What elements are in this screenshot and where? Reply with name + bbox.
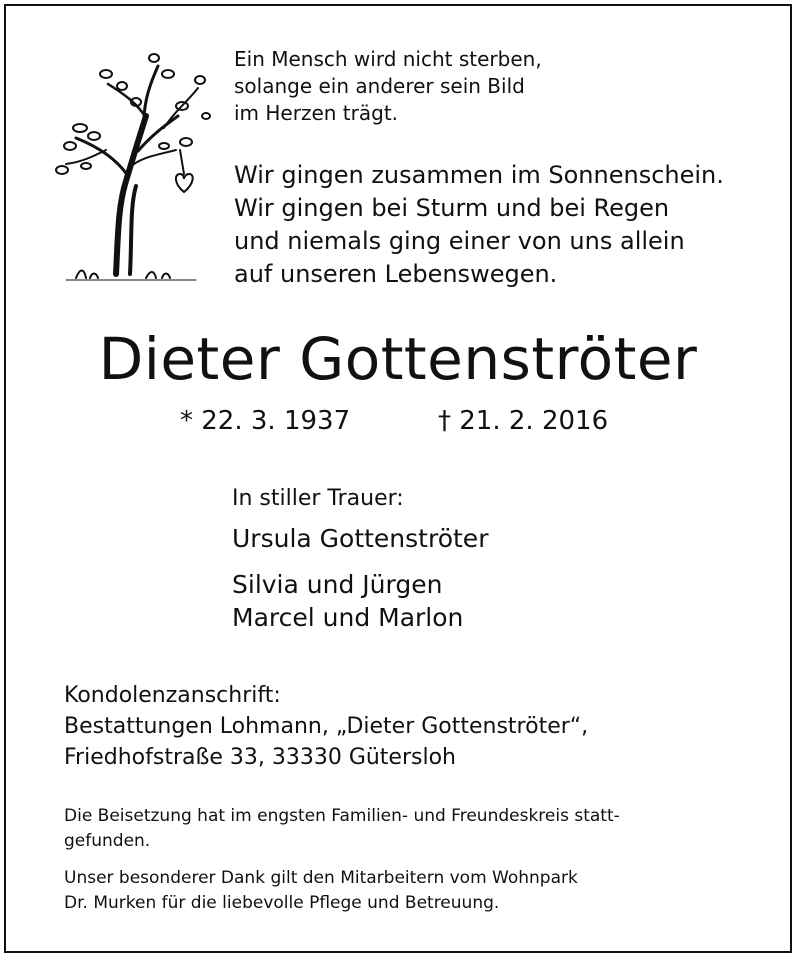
poem-line: Wir gingen zusammen im Sonnenschein. [234,161,724,189]
condolence-line: Friedhofstraße 33, 33330 Gütersloh [64,745,456,770]
short-quote [234,46,542,127]
burial-note [64,804,754,854]
condolence-label: Kondolenzanschrift: [64,683,281,708]
mourners [232,484,488,634]
birth-date: * 22. 3. 1937 [180,406,351,436]
tree-with-heart-icon [46,46,216,286]
poem-line: und niemals ging einer von uns allein [234,227,685,255]
thanks-note-line: Dr. Murken für die liebevolle Pflege und Betreuung. [64,893,500,913]
short-quote-line: im Herzen trägt. [234,101,399,125]
mourner-name: Ursula Gottenströter [232,524,489,553]
obituary-notice [4,4,792,953]
short-quote-line: Ein Mensch wird nicht sterben, [234,47,542,71]
mourning-intro: In stiller Trauer: [232,486,404,511]
burial-note-line: gefunden. [64,831,151,851]
closing-notes [64,804,754,916]
thanks-note [64,866,754,916]
mourner-name-line: Marcel und Marlon [232,603,464,632]
death-date: † 21. 2. 2016 [438,406,609,436]
thanks-note-line: Unser besonderer Dank gilt den Mitarbeitern vom Wohnpark [64,868,578,888]
mourner-name [232,568,488,634]
mourner-name-line: Silvia und Jürgen [232,570,443,599]
short-quote-line: solange ein anderer sein Bild [234,74,525,98]
life-dates [180,404,640,438]
poem-line: auf unseren Lebenswegen. [234,260,558,288]
condolence-line: Bestattungen Lohmann, „Dieter Gottenströter“, [64,714,589,739]
deceased-name: Dieter Gottenströter [98,325,698,393]
burial-note-line: Die Beisetzung hat im engsten Familien- und Freundeskreis statt- [64,806,620,826]
poem [234,159,724,291]
condolence-address [64,680,588,773]
poem-line: Wir gingen bei Sturm und bei Regen [234,194,670,222]
